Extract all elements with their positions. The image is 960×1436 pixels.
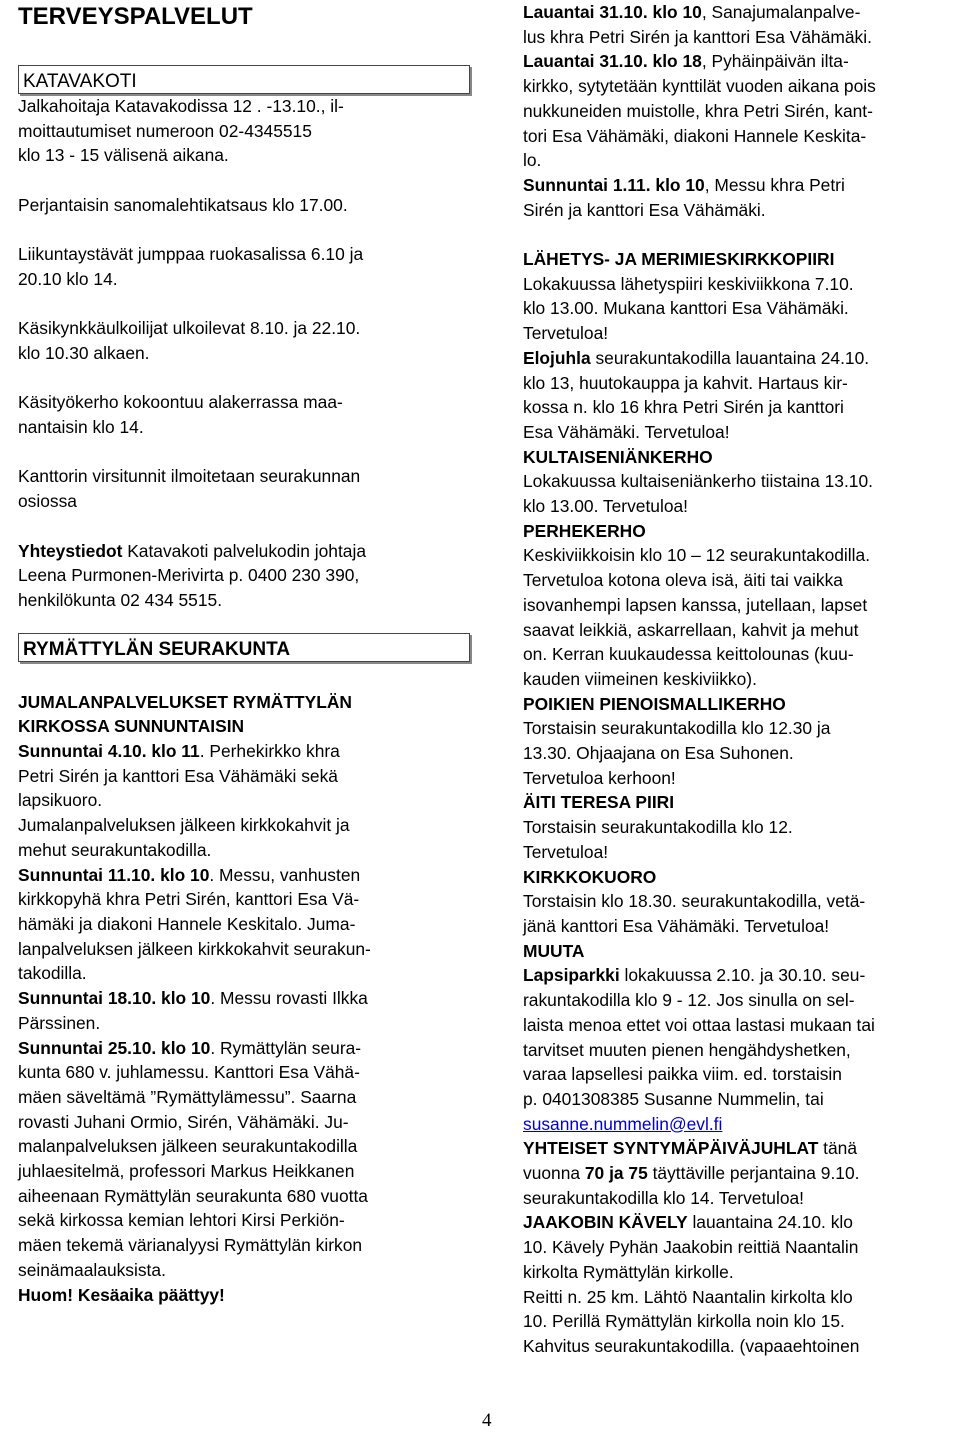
contact-line: Yhteystiedot Katavakoti palvelukodin johtaja <box>18 540 367 561</box>
section-title: TERVEYSPALVELUT <box>18 3 253 30</box>
page-number: 4 <box>482 1410 492 1431</box>
text-line: osiossa <box>18 491 77 512</box>
kuoro-heading: KIRKKOKUORO <box>523 866 657 887</box>
rymattyla-heading: RYMÄTTYLÄN SEURAKUNTA <box>18 633 470 662</box>
rymattyla-body: JUMALANPALVELUKSET RYMÄTTYLÄN KIRKOSSA SUNNUNTAISIN Sunnuntai 4.10. klo 11. Perhekirkko khra Petri Sirén ja kanttori Esa Vähämäki sekä lapsikuoro. Jumalanpalveluksen jälkeen kirkkokahvit ja mehut seurakuntakodilla. Sunnuntai 11.10. klo 10. Messu, vanhusten kirkkopyhä khra Petri Sirén, kanttori Esa Vä- hämäki ja diakoni Hannele Keskitalo. Juma- lanpalveluksen jälkeen kirkkokahvit seurakun- takodilla. Sunnuntai 18.10. klo 10. Messu rovasti Ilkka Pärssinen. Sunnuntai 25.10. klo 10. Rymättylän seura- kunta 680 v. juhlamessu. Kanttori Esa Vähä- mäen säveltämä ”Rymättylämessu”. Saarna rovasti Juhani Ormio, Sirén, Vähämäki. Ju- malanpalveluksen jälkeen seurakuntakodilla juhlaesitelmä, professori Markus Heikkanen aiheenaan Rymättylän seurakunta 680 vuotta sekä kirkossa kemian lehtori Kirsi Perkiön- mäen tekemä värianalyysi Rymättylän kirkon seinämaalauksista. Huom! Kesäaika päättyy! <box>18 690 470 1308</box>
left-column <box>18 0 470 1307</box>
email-link[interactable]: susanne.nummelin@evl.fi <box>523 1113 723 1134</box>
lahetys-heading: LÄHETYS- JA MERIMIESKIRKKOPIIRI <box>523 249 835 270</box>
text-line: henkilökunta 02 434 5515. <box>18 589 223 610</box>
perhe-heading: PERHEKERHO <box>523 520 646 541</box>
text-line: klo 10.30 alkaen. <box>18 342 150 363</box>
aiti-heading: ÄITI TERESA PIIRI <box>523 792 675 813</box>
subheading: JUMALANPALVELUKSET RYMÄTTYLÄN <box>18 691 352 712</box>
text-line: Käsityökerho kokoontuu alakerrassa maa- <box>18 392 343 413</box>
text-line: klo 13 - 15 välisenä aikana. <box>18 145 229 166</box>
subheading: KIRKOSSA SUNNUNTAISIN <box>18 716 245 737</box>
right-column: Lauantai 31.10. klo 10, Sanajumalanpalve- lus khra Petri Sirén ja kanttori Esa Vähämäki. Lauantai 31.10. klo 18, Pyhäinpäivän ilta- kirkko, sytytetään kynttilät vuoden aikana pois nukkuneiden muistolle, khra Petri Sirén, kant- tori Esa Vähämäki, diakoni Hannele Keskita- lo. Sunnuntai 1.11. klo 10, Messu khra Petri Sirén ja kanttori Esa Vähämäki. LÄHETYS- JA MERIMIESKIRKKOPIIRI Lokakuussa lähetyspiiri keskiviikkona 7.10. klo 13.00. Mukana kanttori Esa Vähämäki. Tervetuloa! Elojuhla seurakuntakodilla lauantaina 24.10. klo 13, huutokauppa ja kahvit. Hartaus kir- kossa n. klo 16 khra Petri Sirén ja kanttori Esa Vähämäki. Tervetuloa! KULTAISENIÄNKERHO Lokakuussa kultaiseniänkerho tiistaina 13.10. klo 13.00. Tervetuloa! PERHEKERHO Keskiviikkoisin klo 10 – 12 seurakuntakodilla. Tervetuloa kotona oleva isä, äiti tai vaikka isovanhempi lapsen kanssa, jutellaan, lapset saavat leikkiä, askarrellaan, kahvit ja mehut on. Kerran kuukaudessa keittolounas (kuu- kauden viimeinen keskiviikko). POIKIEN PIENOISMALLIKERHO Torstaisin seurakuntakodilla klo 12.30 ja 13.30. Ohjaajana on Esa Suhonen. Tervetuloa kerhoon! ÄITI TERESA PIIRI Torstaisin seurakuntakodilla klo 12. Tervetuloa! KIRKKOKUORO Torstaisin klo 18.30. seurakuntakodilla, vetä- jänä kanttori Esa Vähämäki. Tervetuloa! MUUTA Lapsiparkki lokakuussa 2.10. ja 30.10. seu- rakuntakodilla klo 9 - 12. Jos sinulla on sel- laista menoa ettet voi ottaa lastasi mukaan tai tarvitset muuten pienen hengähdyshetken, varaa lapsellesi paikka viim. ed. torstaisin p. 0401308385 Susanne Nummelin, tai susanne.nummelin@evl.fi YHTEISET SYNTYMÄPÄIVÄJUHLAT tänä vuonna 70 ja 75 täyttäville perjantaina 9.10. seurakuntakodilla klo 14. Tervetuloa! JAAKOBIN KÄVELY lauantaina 24.10. klo 10. Kävely Pyhän Jaakobin reittiä Naantalin kirkolta Rymättylän kirkolle. Reitti n. 25 km. Lähtö Naantalin kirkolta klo 10. Perillä Rymättylän kirkolla noin klo 15. Kahvitus seurakuntakodilla. (vapaaehtoinen <box>523 0 960 1359</box>
poikien-heading: POIKIEN PIENOISMALLIKERHO <box>523 693 786 714</box>
kulta-heading: KULTAISENIÄNKERHO <box>523 446 713 467</box>
text-line: moittautumiset numeroon 02-4345515 <box>18 120 312 141</box>
text-line: Perjantaisin sanomalehtikatsaus klo 17.00. <box>18 194 348 215</box>
text-line: Leena Purmonen-Merivirta p. 0400 230 390, <box>18 565 360 586</box>
text-line: 20.10 klo 14. <box>18 268 118 289</box>
katavakoti-body <box>18 94 470 613</box>
contact-label: Yhteystiedot <box>18 540 123 561</box>
text-line: Käsikynkkäulkoilijat ulkoilevat 8.10. ja 22.10. <box>18 318 361 339</box>
text-line: Liikuntaystävät jumppaa ruokasalissa 6.10 ja <box>18 244 364 265</box>
text-line: Jalkahoitaja Katavakodissa 12 . -13.10., il- <box>18 96 344 116</box>
muuta-heading: MUUTA <box>523 940 585 961</box>
text-line: Kanttorin virsitunnit ilmoitetaan seurakunnan <box>18 466 361 487</box>
note: Huom! Kesäaika päättyy! <box>18 1284 225 1305</box>
text-line: nantaisin klo 14. <box>18 417 144 438</box>
katavakoti-heading: KATAVAKOTI <box>18 65 470 94</box>
